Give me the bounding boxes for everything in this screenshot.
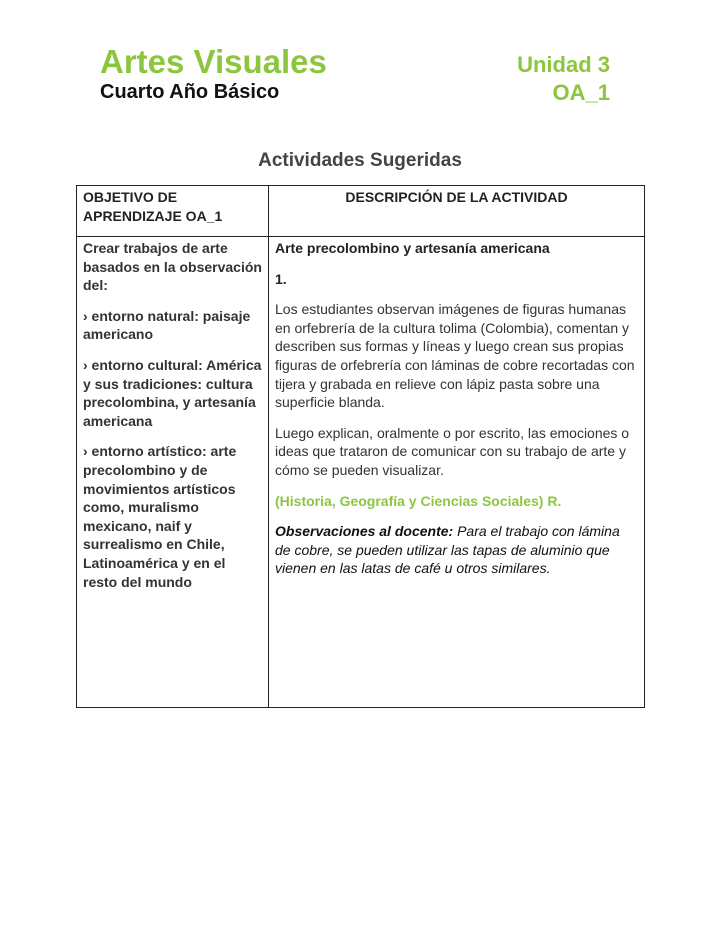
objective-natural: › entorno natural: paisaje americano bbox=[83, 307, 251, 343]
observations-label: Observaciones al docente: bbox=[275, 523, 454, 540]
header-objective: OBJETIVO DE APRENDIZAJE OA_1 bbox=[77, 186, 269, 237]
objective-intro: Crear trabajos de arte basados en la observación del: bbox=[83, 240, 262, 294]
activity-paragraph-2: Luego explican, oralmente o por escrito, las emociones o ideas que trataron de comunicar con su trabajo de arte y cómo se pueden visualizar. bbox=[275, 424, 630, 478]
header-description: DESCRIPCIÓN DE LA ACTIVIDAD bbox=[269, 186, 645, 237]
activity-title: Arte precolombino y artesanía americana bbox=[275, 240, 550, 256]
table-header-row bbox=[77, 186, 645, 237]
table-body-row bbox=[77, 237, 645, 708]
section-title: Actividades Sugeridas bbox=[258, 150, 462, 171]
objective-artistic: › entorno artístico: arte precolombino y de movimientos artísticos como, muralismo mexicano, naif y surrealismo en Chile, Latinoamérica y en el resto del mundo bbox=[83, 443, 237, 590]
activity-paragraph-1: Los estudiantes observan imágenes de figuras humanas en orfebrería de la cultura tolima (Colombia), comentan y describen sus formas y líneas y luego crean sus propias figuras de orfebrería con láminas de cobre recortadas con tijera y grabada en relieve con lápiz pasta sobre una superficie blanda. bbox=[275, 301, 635, 411]
activity-cell bbox=[269, 237, 645, 708]
objective-cultural: › entorno cultural: América y sus tradiciones: cultura precolombina, y artesanía americana bbox=[83, 356, 262, 429]
activity-table bbox=[76, 185, 645, 708]
teacher-observations bbox=[275, 522, 638, 578]
subject-title: Artes Visuales bbox=[100, 43, 327, 80]
objective-cell bbox=[77, 237, 269, 708]
activity-number: 1. bbox=[275, 270, 287, 287]
level-subtitle: Cuarto Año Básico bbox=[100, 81, 280, 103]
unit-label: Unidad 3 bbox=[517, 52, 610, 77]
page-header bbox=[100, 42, 610, 112]
subject-reference: (Historia, Geografía y Ciencias Sociales) R. bbox=[275, 492, 562, 509]
observations-text: Para el trabajo con lámina de cobre, se pueden utilizar las tapas de aluminio que vienen en las latas de café u otros similares. bbox=[275, 523, 620, 577]
oa-label: OA_1 bbox=[552, 80, 610, 105]
